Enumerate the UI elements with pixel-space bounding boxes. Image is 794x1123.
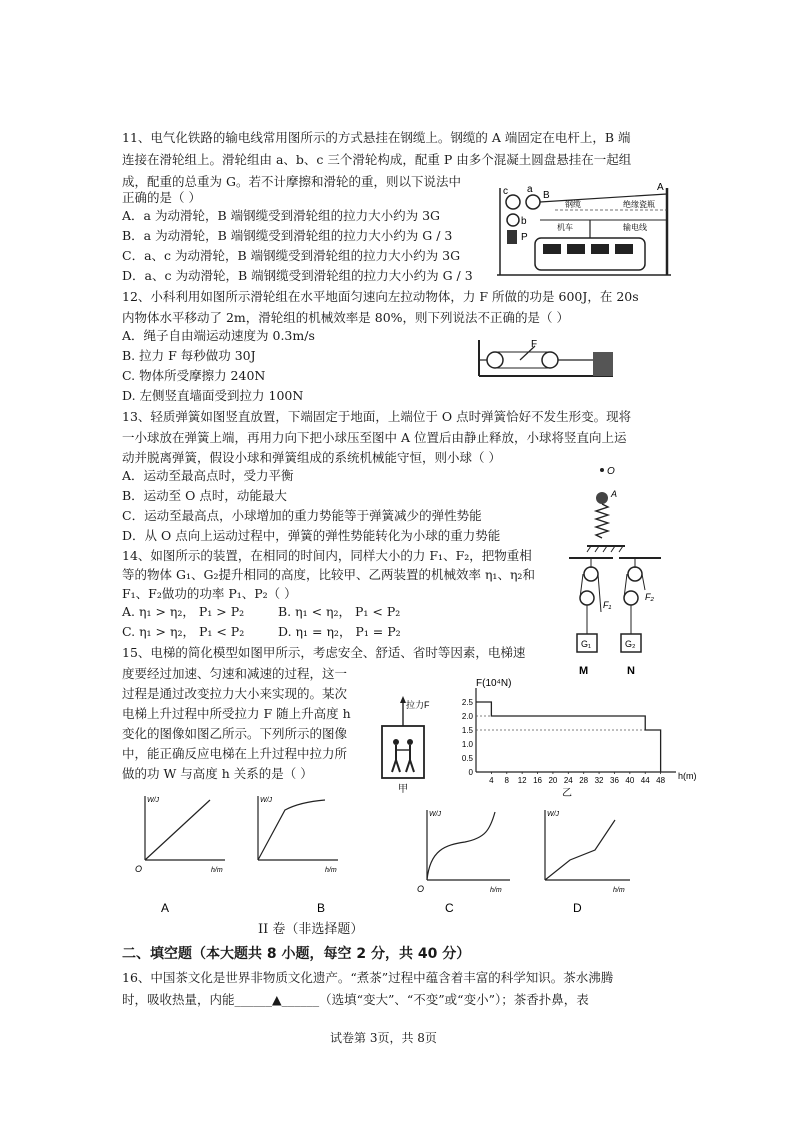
q12-option-a: A．绳子自由端运动速度为 0.3m/s [122,328,315,343]
option-a-h-label: h/m [211,867,223,874]
q13-line-2: 一小球放在弹簧上端，再用力向下把小球压至图中 A 位置后由静止释放，小球将竖直向上运 [122,430,627,445]
q14-fig-G2: G₂ [625,639,636,649]
chart-y-tick-label: 0 [468,768,473,777]
q14-option-d: D. η₁ = η₂， P₁ = P₂ [278,624,401,639]
option-d-label: D [573,901,582,915]
q11-option-a: A．a 为动滑轮，B 端钢缆受到滑轮组的拉力大小约为 3G [122,208,441,223]
q11-option-b: B．a 为动滑轮，B 端钢缆受到滑轮组的拉力大小约为 G / 3 [122,228,453,243]
q13-option-a: A．运动至最高点时，受力平衡 [122,468,294,483]
chart-x-tick-label: 20 [548,776,558,785]
q14-line-2: 等的物体 G₁、G₂提升相同的高度，比较甲、乙两装置的机械效率 η₁、η₂和 [122,567,535,582]
q11-railway-figure [495,180,675,280]
q11-line-2: 连接在滑轮组上。滑轮组由 a、b、c 三个滑轮构成，配重 P 由多个混凝土圆盘悬挂在一起组 [122,152,632,167]
q11-fig-c: c [503,186,508,197]
q12-option-c: C. 物体所受摩擦力 240N [122,368,266,383]
q11-line-4: 正确的是（ ） [122,190,201,205]
chart-y-tick-label: 1.0 [461,740,473,749]
q15-line-3: 过程是通过改变拉力大小来实现的。某次 [122,686,348,701]
q14-option-b: B. η₁ < η₂， P₁ < P₂ [278,604,401,619]
q14-fig-M: M [579,665,589,677]
q13-fig-O: O [607,466,615,477]
option-d-h-label: h/m [613,887,625,894]
q12-option-b: B. 拉力 F 每秒做功 30J [122,348,256,363]
q14-fig-F2: F₂ [645,592,654,602]
option-c-label: C [445,901,454,915]
q15-line-6: 中，能正确反应电梯在上升过程中拉力所 [122,746,348,761]
chart-y-tick-label: 2.0 [461,712,473,721]
q13-spring-figure [585,462,630,554]
chart-y-axis-label: F(10⁴N) [476,678,512,689]
option-b-h-label: h/m [325,867,337,874]
chart-series-line [476,702,661,772]
q15-option-graphs [125,790,665,915]
option-c-origin: O [417,884,425,894]
q11-fig-B: B [543,190,550,201]
chart-x-tick-label: 28 [579,776,589,785]
q15-line-1: 15、电梯的简化模型如图甲所示，考虑安全、舒适、省时等因素，电梯速 [122,645,526,660]
q12-option-d: D. 左侧竖直墙面受到拉力 100N [122,388,304,403]
q15-force-height-chart [452,676,707,801]
q14-fig-N: N [627,665,635,677]
q15-line-7: 做的功 W 与高度 h 关系的是（ ） [122,766,313,781]
q14-line-1: 14、如图所示的装置，在相同的时间内，同样大小的力 F₁、F₂，把物重相 [122,548,532,563]
q15-jia-force-label: 拉力F [406,700,430,710]
q13-line-1: 13、轻质弹簧如图竖直放置，下端固定于地面，上端位于 O 点时弹簧恰好不发生形变。现将 [122,409,632,424]
q13-fig-A: A [611,489,618,499]
q12-line-1: 12、小科利用如图所示滑轮组在水平地面匀速向左拉动物体，力 F 所做的功是 600J，在 20s [122,289,639,304]
option-b-curve [258,800,325,860]
q15-line-4: 电梯上升过程中所受拉力 F 随上升高度 h [122,706,351,721]
q12-fig-F: F [531,339,538,350]
q11-fig-insulator: 绝缘瓷瓶 [623,200,655,209]
q14-option-a: A. η₁ > η₂， P₁ > P₂ [122,604,245,619]
q13-option-d: D．从 O 点向上运动过程中，弹簧的弹性势能转化为小球的重力势能 [122,528,501,543]
q14-line-3: F₁、F₂做功的功率 P₁、P₂（ ） [122,586,297,601]
q14-pulley-figure [565,550,665,678]
page-footer: 试卷第 3页，共 8页 [330,1031,437,1045]
chart-y-tick-label: 2.5 [461,698,473,707]
option-b-label: B [317,901,326,915]
q11-line-3: 成，配重的总重为 G。若不计摩擦和滑轮的重，则以下说法中 [122,174,461,189]
option-c-h-label: h/m [490,887,502,894]
option-c-curve [427,812,495,880]
chart-x-tick-label: 44 [640,776,650,785]
q11-fig-P: P [521,232,528,243]
q15-elevator-figure [378,696,448,796]
q11-option-c: C．a、c 为动滑轮，B 端钢缆受到滑轮组的拉力大小约为 3G [122,248,461,263]
chart-caption: 乙 [562,788,572,799]
q16-line-1: 16、中国茶文化是世界非物质文化遗产。“煮茶”过程中蕴含着丰富的科学知识。茶水沸腾 [122,970,614,985]
chart-x-tick-label: 12 [517,776,527,785]
option-b-w-label: W/J [260,797,273,804]
q14-option-c: C. η₁ > η₂， P₁ < P₂ [122,624,245,639]
option-c-w-label: W/J [429,811,442,818]
q11-option-d: D．a、c 为动滑轮，B 端钢缆受到滑轮组的拉力大小约为 G / 3 [122,268,473,283]
q11-fig-steel: 钢缆 [565,200,581,209]
q15-line-5: 变化的图像如图乙所示。下列所示的图像 [122,726,348,741]
option-a-w-label: W/J [147,797,160,804]
chart-x-tick-label: 48 [656,776,666,785]
q14-fig-F1: F₁ [603,600,612,610]
q11-fig-wire: 输电线 [623,223,647,232]
option-d-curve [545,820,615,880]
option-a-curve [145,800,210,860]
chart-x-axis-label: h(m) [678,771,697,781]
paper-ii-title: II 卷（非选择题） [258,922,364,937]
q11-fig-A: A [657,182,664,193]
chart-x-tick-label: 40 [625,776,635,785]
q12-pulley-figure [475,338,615,380]
q15-jia-caption: 甲 [398,784,408,795]
option-d-w-label: W/J [547,811,560,818]
chart-x-tick-label: 8 [504,776,509,785]
q12-line-2: 内物体水平移动了 2m，滑轮组的机械效率是 80%，则下列说法不正确的是（ ） [122,310,570,325]
q11-line-1: 11、电气化铁路的输电线常用图所示的方式悬挂在钢缆上。钢缆的 A 端固定在电杆上，B 端 [122,130,631,145]
section-heading: 二、填空题（本大题共 8 小题，每空 2 分，共 40 分） [122,946,471,962]
q13-option-b: B．运动至 O 点时，动能最大 [122,488,287,503]
chart-y-tick-label: 1.5 [461,726,473,735]
q16-line-2: 时，吸收热量，内能______▲______（选填“变大”、“不变”或“变小”）；茶香扑鼻，表 [122,992,589,1007]
option-a-label: A [161,901,170,915]
option-a-origin: O [135,864,143,874]
chart-x-tick-label: 24 [563,776,573,785]
chart-y-tick-label: 0.5 [461,754,473,763]
q11-fig-b: b [521,216,527,227]
chart-x-tick-label: 4 [489,776,494,785]
q13-line-3: 动并脱离弹簧，假设小球和弹簧组成的系统机械能守恒，则小球（ ） [122,450,501,465]
chart-x-tick-label: 36 [610,776,619,785]
chart-x-tick-label: 32 [594,776,604,785]
q14-fig-G1: G₁ [581,639,592,649]
q11-fig-a: a [527,184,533,195]
q11-fig-train: 机车 [557,223,573,232]
q13-option-c: C．运动至最高点，小球增加的重力势能等于弹簧减少的弹性势能 [122,508,482,523]
q15-line-2: 度要经过加速、匀速和减速的过程，这一 [122,666,348,681]
chart-x-tick-label: 16 [533,776,542,785]
